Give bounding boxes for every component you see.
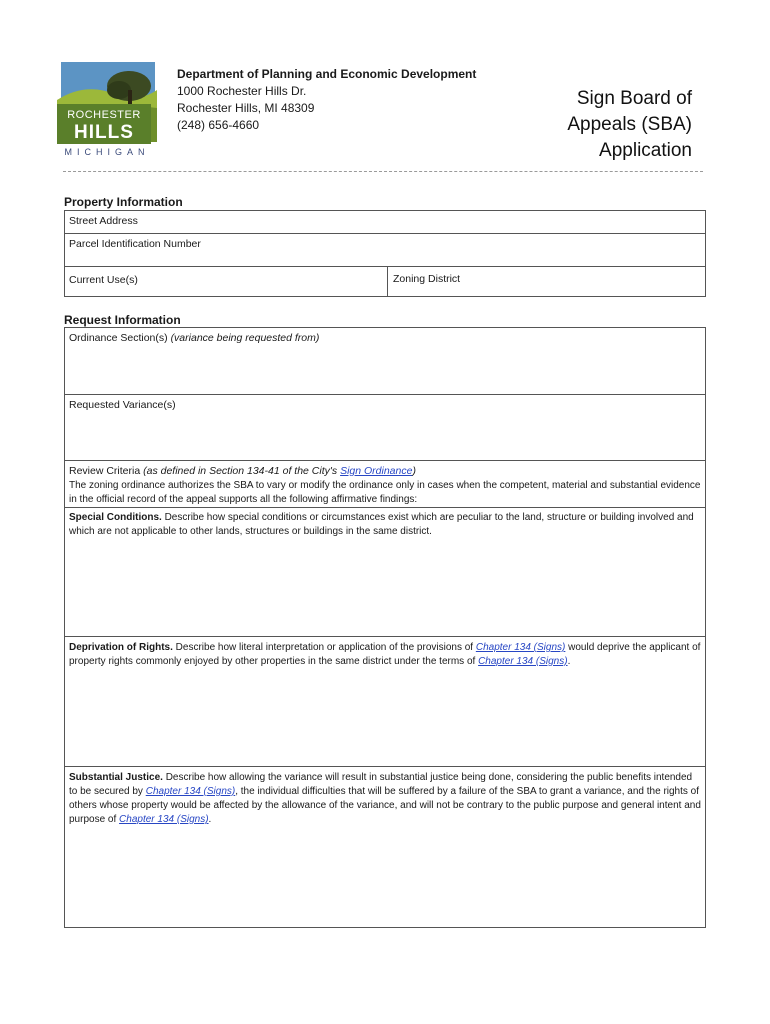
substantial-justice-field[interactable] — [65, 767, 705, 927]
substantial-justice-text — [69, 771, 701, 827]
deprivation-desc-3: . — [567, 656, 571, 667]
department-info — [177, 66, 476, 134]
justice-desc-1: Describe how allowing the variance will result in substantial justice being done, considering the public benefits intended to be secured by — [69, 772, 693, 797]
justice-desc-2: , the individual difficulties that will be suffered by a failure of the SBA to grant a variance, and the rights of others whose property would be affected by the allowance of the variance, and will not be contrary to the public purpose and general intent and purpose of — [69, 786, 701, 825]
department-name: Department of Planning and Economic Development — [177, 67, 477, 81]
deprivation-desc-2: would deprive the applicant of property rights commonly enjoyed by other properties in the same district under the terms of — [69, 642, 701, 667]
logo-text-rochester: ROCHESTER — [67, 109, 141, 121]
property-info-heading: Property Information — [64, 195, 183, 209]
special-conditions-field[interactable] — [65, 508, 705, 637]
address-line-1: 1000 Rochester Hills Dr. — [177, 84, 307, 98]
current-use-label[interactable]: Current Use(s) — [69, 274, 138, 286]
title-line-2: Appeals (SBA) — [567, 114, 692, 135]
chapter-134-link-2[interactable]: Chapter 134 (Signs) — [478, 656, 568, 667]
phone-number: (248) 656-4660 — [177, 118, 260, 132]
cell-divider — [387, 267, 388, 296]
deprivation-rights-text — [69, 641, 701, 669]
logo-text-michigan: MICHIGAN — [64, 147, 150, 157]
chapter-134-link-1[interactable]: Chapter 134 (Signs) — [475, 642, 566, 653]
document-title — [567, 86, 692, 164]
zoning-district-label[interactable]: Zoning District — [393, 273, 461, 285]
special-conditions-title: Special Conditions. — [69, 512, 162, 523]
title-line-1: Sign Board of — [576, 88, 692, 109]
review-intro: The zoning ordinance authorizes the SBA to vary or modify the ordinance only in cases when the competent, material and substantial evidence in the official record of the appeal supports all the following affirmative findings: — [69, 480, 701, 505]
chapter-134-link-3[interactable]: Chapter 134 (Signs) — [145, 786, 236, 797]
review-criteria-label — [69, 465, 416, 477]
request-info-heading: Request Information — [64, 313, 181, 327]
justice-title: Substantial Justice. — [69, 772, 163, 783]
ordinance-label — [69, 332, 319, 344]
requested-variance-field[interactable] — [65, 395, 705, 461]
ordinance-section-field[interactable] — [65, 328, 705, 395]
chapter-134-link-4[interactable]: Chapter 134 (Signs) — [119, 814, 209, 825]
street-address-field[interactable] — [65, 211, 705, 234]
special-conditions-text — [69, 511, 701, 539]
parcel-id-field[interactable] — [65, 234, 705, 267]
deprivation-desc-1: Describe how literal interpretation or application of the provisions of — [172, 642, 476, 653]
deprivation-title: Deprivation of Rights. — [69, 642, 173, 653]
parcel-id-label: Parcel Identification Number — [69, 238, 201, 250]
special-conditions-desc: Describe how special conditions or circumstances exist which are peculiar to the land, structure or building involved and which are not applicable to other lands, structures or buildings in the same district. — [69, 512, 694, 537]
review-criteria-row — [65, 461, 705, 508]
ordinance-label-text: Ordinance Section(s) — [69, 332, 168, 344]
request-info-table — [64, 327, 706, 928]
requested-variance-label: Requested Variance(s) — [69, 399, 176, 411]
street-address-label: Street Address — [69, 215, 138, 227]
rochester-hills-logo — [55, 60, 159, 158]
review-note: (as defined in Section 134-41 of the City's — [143, 465, 338, 477]
deprivation-rights-field[interactable] — [65, 637, 705, 767]
use-zoning-row — [65, 267, 705, 296]
review-note-close: ) — [412, 465, 416, 477]
review-label-text: Review Criteria — [69, 465, 141, 477]
address-line-2: Rochester Hills, MI 48309 — [177, 101, 315, 115]
title-line-3: Application — [599, 140, 692, 161]
sign-ordinance-link[interactable]: Sign Ordinance — [340, 465, 413, 477]
justice-desc-3: . — [208, 814, 212, 825]
ordinance-note: (variance being requested from) — [170, 332, 320, 344]
header-divider — [63, 171, 703, 172]
property-info-table — [64, 210, 706, 297]
logo-text-hills: HILLS — [74, 122, 134, 143]
